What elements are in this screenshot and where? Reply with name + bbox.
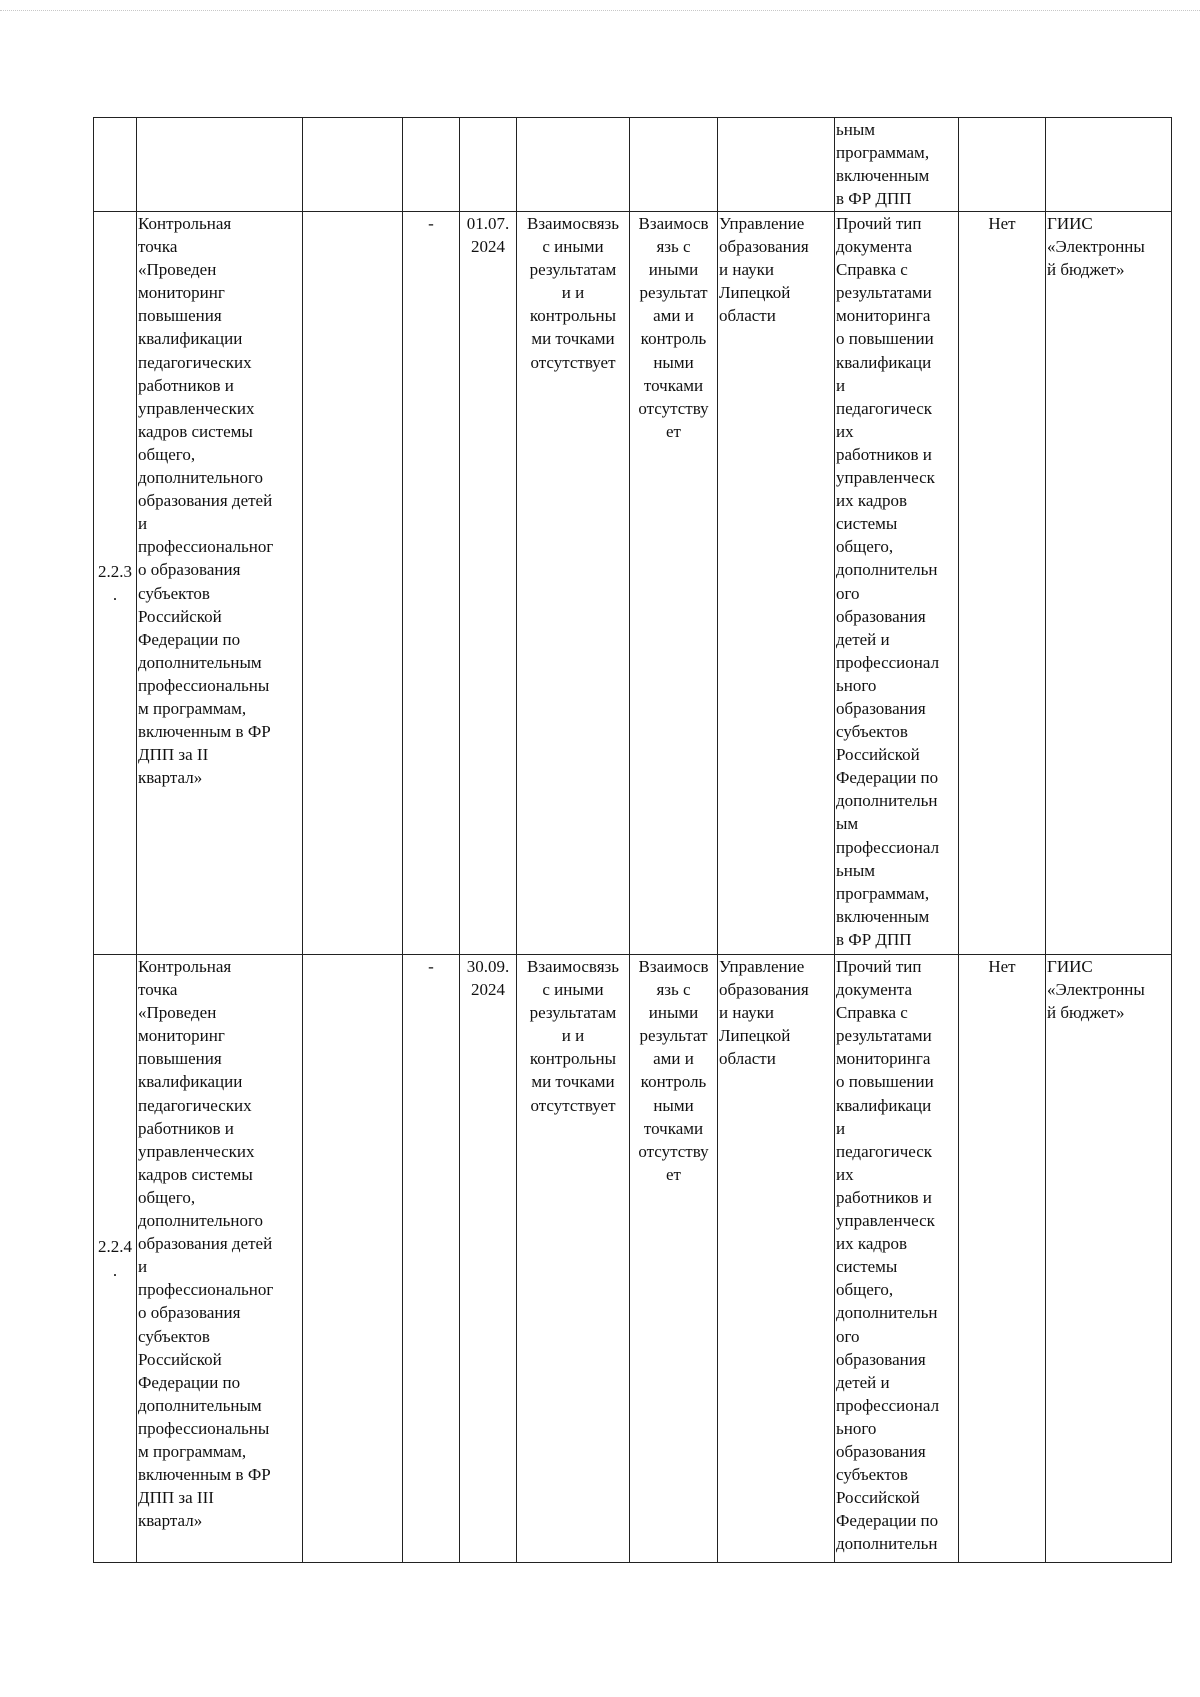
cell-flag: [959, 118, 1046, 212]
cell-col4: -: [403, 955, 460, 1563]
cell-number: 2.2.4 .: [94, 955, 137, 1563]
cell-col4: -: [403, 212, 460, 955]
cell-col3: [303, 955, 403, 1563]
cell-name: Контрольная точка «Проведен мониторинг повышения квалификации педагогических работников и управленческих кадров системы общего, дополнительного образования детей и профессиональног о образования субъектов Российской Федерации по дополнительным профессиональны м программам, включенным в ФР ДПП за II квартал»: [137, 212, 303, 955]
cell-number: 2.2.3 .: [94, 212, 137, 955]
table-row: [94, 212, 1172, 955]
cell-col4: [403, 118, 460, 212]
table-row: [94, 955, 1172, 1563]
cell-col3: [303, 212, 403, 955]
cell-responsible: Управление образования и науки Липецкой области: [718, 955, 835, 1563]
cell-date: 30.09. 2024: [460, 955, 517, 1563]
cell-responsible: [718, 118, 835, 212]
cell-relation-prev: Взаимосвязь с иными результатам и и контрольны ми точками отсутствует: [517, 955, 630, 1563]
cell-relation-next: Взаимосв язь с иными результат ами и контроль ными точками отсутству ет: [630, 955, 718, 1563]
table-row-continuation: [94, 118, 1172, 212]
control-points-table: [93, 117, 1172, 1563]
cell-date: [460, 118, 517, 212]
cell-flag: Нет: [959, 212, 1046, 955]
cell-document: ьным программам, включенным в ФР ДПП: [835, 118, 959, 212]
cell-relation-prev: Взаимосвязь с иными результатам и и контрольны ми точками отсутствует: [517, 212, 630, 955]
cell-system: [1046, 118, 1172, 212]
cell-relation-next: [630, 118, 718, 212]
cell-system: ГИИС «Электронны й бюджет»: [1046, 955, 1172, 1563]
cell-number: [94, 118, 137, 212]
page-top-edge: [0, 10, 1200, 11]
cell-name: Контрольная точка «Проведен мониторинг повышения квалификации педагогических работников и управленческих кадров системы общего, дополнительного образования детей и профессиональног о образования субъектов Российской Федерации по дополнительным профессиональны м программам, включенным в ФР ДПП за III квартал»: [137, 955, 303, 1563]
cell-document: Прочий тип документа Справка с результатами мониторинга о повышении квалификаци и педагогическ их работников и управленческ их кадров системы общего, дополнительн ого образования детей и профессионал ьного образования субъектов Российской Федерации по дополнительн ым профессионал ьным программам, включенным в ФР ДПП: [835, 212, 959, 955]
cell-relation-prev: [517, 118, 630, 212]
cell-flag: Нет: [959, 955, 1046, 1563]
cell-system: ГИИС «Электронны й бюджет»: [1046, 212, 1172, 955]
cell-relation-next: Взаимосв язь с иными результат ами и контроль ными точками отсутству ет: [630, 212, 718, 955]
cell-document: Прочий тип документа Справка с результатами мониторинга о повышении квалификаци и педагогическ их работников и управленческ их кадров системы общего, дополнительн ого образования детей и профессионал ьного образования субъектов Российской Федерации по дополнительн: [835, 955, 959, 1563]
cell-col3: [303, 118, 403, 212]
cell-date: 01.07. 2024: [460, 212, 517, 955]
cell-responsible: Управление образования и науки Липецкой области: [718, 212, 835, 955]
cell-name: [137, 118, 303, 212]
